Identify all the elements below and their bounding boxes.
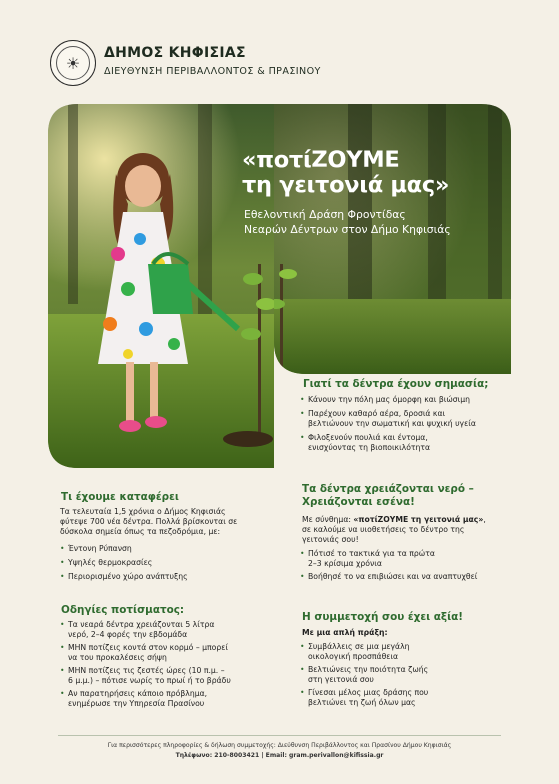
why-item (300, 433, 430, 453)
need-slogan: «ποτίΖΟΥΜΕ τη γειτονιά μας» (353, 515, 484, 524)
campaign-subtitle (244, 208, 451, 237)
achieved-item: • Υψηλές θερμοκρασίες (60, 558, 152, 568)
watering-item (60, 689, 207, 709)
watering-item (60, 666, 231, 686)
why-item-text: • Φιλοξενούν πουλιά και έντομα, (308, 433, 428, 442)
watering-heading: Οδηγίες ποτίσματος: (61, 604, 185, 616)
need-item (300, 572, 477, 582)
achieved-text-line: φύτεψε 700 νέα δέντρα. Πολλά βρίσκονται σε (60, 517, 238, 526)
footer-info: Για περισσότερες πληροφορίες & δήλωση συμμετοχής: Διεύθυνση Περιβάλλοντος και Πρασίνου Δήμου Κηφισιάς (107, 742, 452, 749)
achieved-text (60, 507, 237, 537)
footer-divider (58, 735, 501, 736)
footer-contact: Τηλέφωνο: 210-8003421 | Email: gram.perivallon@kifissia.gr (175, 752, 384, 759)
watering-item (60, 620, 214, 640)
achieved-heading: Τι έχουμε καταφέρει (61, 491, 179, 503)
subtitle-line-2: Νεαρών Δέντρων στον Δήμο Κηφισιάς (244, 222, 451, 236)
need-heading (302, 483, 474, 509)
need-text-line: σε καλούμε να υιοθετήσεις το δέντρο της (302, 525, 465, 534)
need-item-text: • Πότισέ το τακτικά για τα πρώτα (308, 549, 435, 558)
need-item-text: • Βοήθησέ το να επιβιώσει και να αναπτυχθεί (308, 572, 478, 581)
need-text-line: γειτονιάς σου! (302, 535, 359, 544)
participation-item-text: βελτιώνει τη ζωή όλων μας (308, 698, 416, 707)
need-text-line (302, 515, 486, 525)
why-item-text: ενισχύοντας τη βιοποικιλότητα (308, 443, 431, 452)
watering-item-text: να του προκαλέσεις σήψη (68, 653, 167, 662)
achieved-item: • Έντονη Ρύπανση (60, 544, 132, 554)
participation-item-text: • Γίνεσαι μέλος μιας δράσης που (308, 688, 429, 697)
watering-item-text: • Τα νεαρά δέντρα χρειάζονται 5 λίτρα (68, 620, 215, 629)
participation-item-text: • Συμβάλλεις σε μια μεγάλη (308, 642, 410, 651)
watering-item-text: • Αν παρατηρήσεις κάποιο πρόβλημα, (68, 689, 208, 698)
title-line-1: «ποτίΖΟΥΜΕ (242, 147, 400, 173)
watering-item-text: • ΜΗΝ ποτίζεις κοντά στον κορμό – μπορεί (68, 643, 228, 652)
participation-heading: Η συμμετοχή σου έχει αξία! (302, 611, 463, 623)
watering-item (60, 643, 228, 663)
why-heading: Γιατί τα δέντρα έχουν σημασία; (303, 378, 489, 390)
org-name: ΔΗΜΟΣ ΚΗΦΙΣΙΑΣ (104, 45, 246, 61)
need-text-prefix: Με σύνθημα: (302, 515, 354, 524)
title-line-2: τη γειτονιά μας» (242, 172, 450, 198)
watering-item-text: νερό, 2–4 φορές την εβδομάδα (68, 630, 188, 639)
participation-subheading: Με μια απλή πράξη: (302, 628, 388, 637)
why-item (300, 409, 476, 429)
need-item-text: 2–3 κρίσιμα χρόνια (308, 559, 382, 568)
achieved-item: • Περιορισμένο χώρο ανάπτυξης (60, 572, 188, 582)
need-item (300, 549, 435, 569)
watering-item-text: 6 μ.μ.) – πότισε νωρίς το πρωί ή το βράδυ (68, 676, 231, 685)
participation-item-text: • Βελτιώνεις την ποιότητα ζωής (308, 665, 429, 674)
achieved-text-line: δύσκολα σημεία όπως τα πεζοδρόμια, με: (60, 527, 221, 536)
why-item-text: βελτιώνουν την σωματική και ψυχική υγεία (308, 419, 476, 428)
need-heading-line: Χρειάζονται εσένα! (302, 496, 415, 508)
seal-figure-icon: ☀ (56, 46, 90, 80)
participation-item (300, 665, 428, 685)
need-heading-line: Τα δέντρα χρειάζονται νερό – (302, 483, 474, 495)
municipality-seal-icon (50, 40, 96, 86)
need-text (302, 515, 486, 545)
participation-item (300, 688, 428, 708)
org-department: ΔΙΕΥΘΥΝΣΗ ΠΕΡΙΒΑΛΛΟΝΤΟΣ & ΠΡΑΣΙΝΟΥ (104, 66, 321, 77)
why-item-text: • Παρέχουν καθαρό αέρα, δροσιά και (308, 409, 446, 418)
participation-item-text: στη γειτονιά σου (308, 675, 374, 684)
achieved-text-line: Τα τελευταία 1,5 χρόνια ο Δήμος Κηφισιάς (60, 507, 226, 516)
subtitle-line-1: Εθελοντική Δράση Φροντίδας (244, 208, 406, 221)
participation-item-text: οικολογική προσπάθεια (308, 652, 399, 661)
watering-item-text: • ΜΗΝ ποτίζεις τις ζεστές ώρες (10 π.μ. – (68, 666, 225, 675)
watering-item-text: ενημέρωσε την Υπηρεσία Πρασίνου (68, 699, 205, 708)
need-text-suffix: , (483, 515, 486, 524)
why-item (300, 395, 470, 405)
participation-item (300, 642, 410, 662)
why-item-text: Κάνουν την πόλη μας όμορφη και βιώσιμη (308, 395, 471, 404)
campaign-title (242, 148, 449, 198)
